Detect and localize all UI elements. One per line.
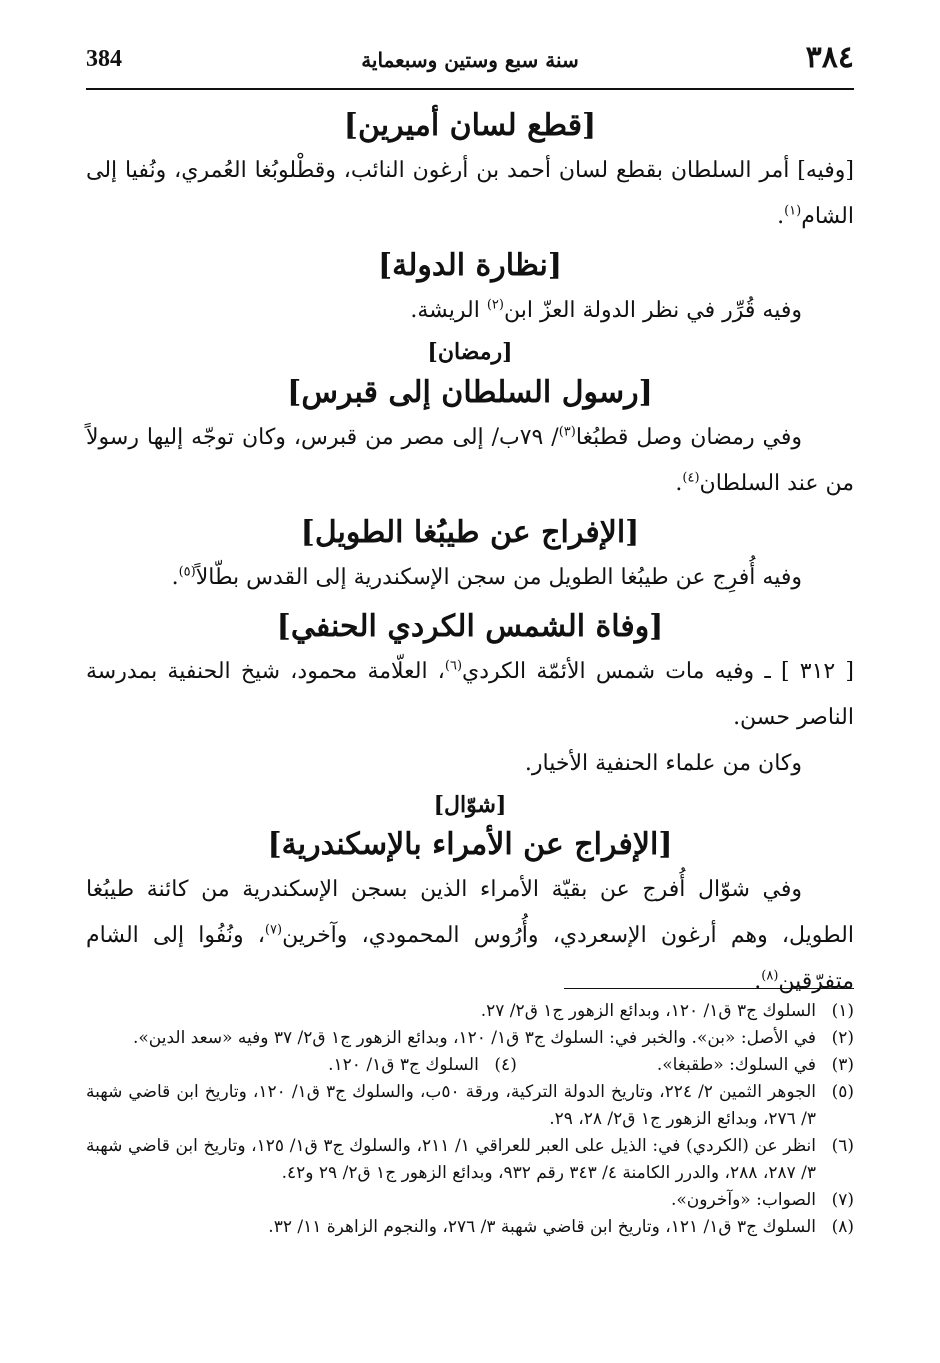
footnote-text: الصواب: «وآخرون».	[670, 1190, 816, 1210]
footnote-ref: (٤)	[682, 470, 700, 486]
paragraph	[86, 649, 854, 741]
footnote-ref: (٢)	[486, 297, 504, 313]
footnote	[86, 1187, 854, 1214]
paragraph	[86, 867, 854, 1005]
footnote-number: (٧)	[831, 1190, 854, 1210]
paragraph-text: .	[171, 564, 179, 590]
footnote-ref: (٥)	[178, 564, 196, 580]
footnote	[86, 998, 854, 1025]
footnote-text: السلوك ج٣ ق١/ ١٢٠.	[328, 1055, 479, 1075]
section-heading: [الإفراج عن الأمراء بالإسكندرية]	[267, 827, 673, 863]
footnote-text: الجوهر الثمين ٢/ ٢٢٤، وتاريخ الدولة التركية، ورقة ٥٠ب، والسلوك ج٣ ق١/ ١٢٠، وتاريخ ابن قاضي شهبة ٣/ ٢٧٦، وبدائع الزهور ج١ ق٢/ ٢٨، ٢٩.	[86, 1082, 816, 1129]
paragraph-text: الريشة.	[410, 298, 487, 323]
main-text	[86, 100, 854, 1005]
footnote	[86, 1079, 854, 1133]
footnote-ref: (٧)	[264, 922, 283, 938]
paragraph-text: .	[754, 969, 762, 995]
paragraph	[86, 288, 854, 334]
paragraph-text: ، ونُفُوا إلى الشام متفرّقين	[86, 923, 854, 995]
section-heading: [وفاة الشمس الكردي الحنفي]	[276, 608, 664, 644]
paragraph	[86, 148, 854, 240]
page-number-arabic: ٣٨٤	[805, 40, 854, 75]
footnote-rule	[564, 988, 854, 989]
footnote-ref: (١)	[784, 203, 802, 219]
footnote-text: في الأصل: «بن». والخبر في: السلوك ج٣ ق١/ ١٢٠، وبدائع الزهور ج١ ق٢/ ٣٧ وفيه «سعد الدين».	[133, 1028, 816, 1048]
footnote-text: السلوك ج٣ ق١/ ١٢١، وتاريخ ابن قاضي شهبة ٣/ ٢٧٦، والنجوم الزاهرة ١١/ ٣٢.	[268, 1217, 816, 1237]
paragraph-text: .	[675, 470, 683, 496]
paragraph: وكان من علماء الحنفية الأخيار.	[524, 750, 802, 776]
footnote-number: (٦)	[831, 1136, 854, 1156]
paragraph-text: [وفيه] أمر السلطان بقطع لسان أحمد بن أرغون النائب، وقطْلوبُغا العُمري، ونُفيا إلى الشام	[86, 158, 854, 229]
footnote	[86, 1214, 854, 1241]
section-heading: [الإفراج عن طيبُغا الطويل]	[300, 514, 640, 550]
header-rule	[86, 88, 854, 90]
paragraph-text: وفيه أُفرِج عن طيبُغا الطويل من سجن الإسكندرية إلى القدس بطّالاً	[195, 564, 802, 590]
footnote-number: (٥)	[831, 1082, 854, 1102]
footnote-text: السلوك ج٣ ق١/ ١٢٠، وبدائع الزهور ج١ ق٢/ ٢٧.	[480, 1001, 816, 1021]
paragraph-text: [ ٣١٢ ] ـ وفيه مات شمس الأئمّة الكردي	[462, 658, 855, 684]
section-heading: [رسول السلطان إلى قبرس]	[287, 374, 653, 410]
footnote-ref: (٣)	[558, 424, 576, 440]
paragraph-text: وفي رمضان وصل قطبُغا	[575, 424, 802, 450]
footnote-ref: (٨)	[761, 968, 779, 984]
footnote-number: (٤)	[494, 1055, 517, 1075]
page-header	[86, 40, 854, 88]
paragraph	[86, 415, 854, 507]
footnote-pair	[86, 1052, 854, 1079]
footnote-text: انظر عن (الكردي) في: الذيل على العبر للعراقي ١/ ٢١١، والسلوك ج٣ ق١/ ١٢٥، وتاريخ ابن قاضي شهبة ٣/ ٢٨٧، ٢٨٨، والدرر الكامنة ٤/ ٣٤٣ رقم ٩٣٢، وبدائع الزهور ج١ ق٢/ ٢٩ و٤٢.	[86, 1136, 816, 1183]
month-label: [شوّال]	[433, 791, 507, 818]
paragraph-text: .	[777, 204, 785, 229]
paragraph-text: ، العلّامة محمود، شيخ الحنفية بمدرسة الناصر حسن.	[86, 658, 854, 730]
paragraph-text: وفيه قُرِّر في نظر الدولة العزّ ابن	[503, 298, 802, 323]
footnote-text: في السلوك: «طقبغا».	[656, 1055, 816, 1075]
footnote-ref: (٦)	[444, 658, 463, 674]
footnote	[328, 1052, 517, 1079]
paragraph-text: / ٧٩ب/ إلى مصر من قبرس، وكان توجّه إليها رسولاً من عند السلطان	[86, 424, 854, 496]
page-number-latin: 384	[86, 46, 122, 72]
footnote	[86, 1025, 854, 1052]
footnote-number: (١)	[831, 1001, 854, 1021]
footnote	[86, 1133, 854, 1187]
footnote	[657, 1052, 854, 1079]
footnote-number: (٣)	[831, 1055, 854, 1075]
footnote-number: (٨)	[831, 1217, 854, 1237]
running-title: سنة سبع وستين وسبعماية	[361, 48, 579, 72]
paragraph-text: وفي شوّال أُفرج عن بقيّة الأمراء الذين بسجن الإسكندرية من كائنة طيبُغا الطويل، وهم أرغون الإسعردي، وأُرُوس المحمودي، وآخرين	[86, 877, 854, 949]
footnotes	[86, 998, 854, 1241]
month-label: [رمضان]	[427, 339, 513, 365]
paragraph	[86, 555, 854, 601]
section-heading: [نظارة الدولة]	[377, 248, 563, 283]
section-heading: [قطع لسان أميرين]	[343, 108, 597, 143]
footnote-number: (٢)	[831, 1028, 854, 1048]
